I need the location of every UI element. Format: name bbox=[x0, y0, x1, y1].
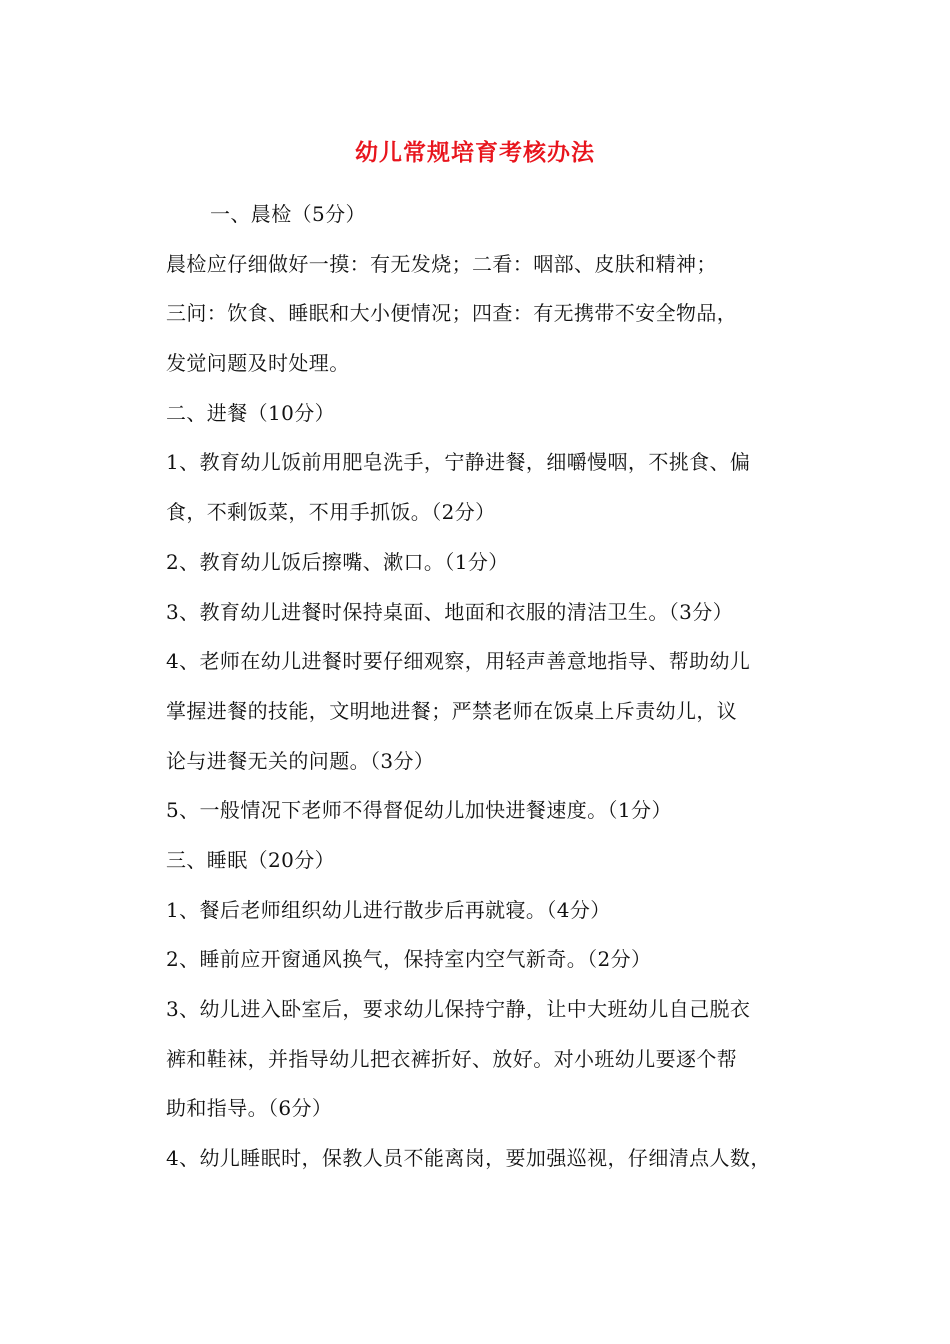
document-title: 幼儿常规培育考核办法 bbox=[355, 139, 595, 166]
paragraph-line: 论与进餐无关的问题。（3分） bbox=[166, 748, 435, 773]
paragraph-line: 4、老师在幼儿进餐时要仔细观察，用轻声善意地指导、帮助幼儿 bbox=[166, 649, 751, 674]
paragraph-line: 2、睡前应开窗通风换气，保持室内空气新奇。（2分） bbox=[166, 947, 652, 972]
section-heading-sleep: 三、睡眠（20分） bbox=[166, 847, 336, 872]
paragraph-line: 2、教育幼儿饭后擦嘴、漱口。（1分） bbox=[166, 549, 509, 574]
paragraph-line: 3、教育幼儿进餐时保持桌面、地面和衣服的清洁卫生。（3分） bbox=[166, 599, 734, 624]
paragraph-line: 三问：饮食、睡眠和大小便情况；四查：有无携带不安全物品， bbox=[166, 301, 738, 326]
paragraph-line: 掌握进餐的技能，文明地进餐；严禁老师在饭桌上斥责幼儿，议 bbox=[166, 698, 738, 723]
paragraph-line: 5、一般情况下老师不得督促幼儿加快进餐速度。（1分） bbox=[166, 798, 672, 823]
section-heading-meals: 二、进餐（10分） bbox=[166, 400, 336, 425]
paragraph-line: 晨检应仔细做好一摸：有无发烧；二看：咽部、皮肤和精神； bbox=[166, 251, 717, 276]
paragraph-line: 助和指导。（6分） bbox=[166, 1096, 333, 1121]
document-body bbox=[166, 196, 826, 1190]
section-heading-morning-check: 一、晨检（5分） bbox=[210, 202, 366, 226]
paragraph-line: 发觉问题及时处理。 bbox=[166, 351, 350, 376]
paragraph-line: 裤和鞋袜，并指导幼儿把衣裤折好、放好。对小班幼儿要逐个帮 bbox=[166, 1046, 738, 1071]
paragraph-line: 1、餐后老师组织幼儿进行散步后再就寝。（4分） bbox=[166, 897, 611, 922]
paragraph-line: 4、幼儿睡眠时，保教人员不能离岗，要加强巡视，仔细清点人数， bbox=[166, 1146, 771, 1171]
paragraph-line: 1、教育幼儿饭前用肥皂洗手，宁静进餐，细嚼慢咽，不挑食、偏 bbox=[166, 450, 751, 475]
paragraph-line: 食，不剩饭菜，不用手抓饭。（2分） bbox=[166, 500, 496, 525]
paragraph-line: 3、幼儿进入卧室后，要求幼儿保持宁静，让中大班幼儿自己脱衣 bbox=[166, 997, 751, 1021]
